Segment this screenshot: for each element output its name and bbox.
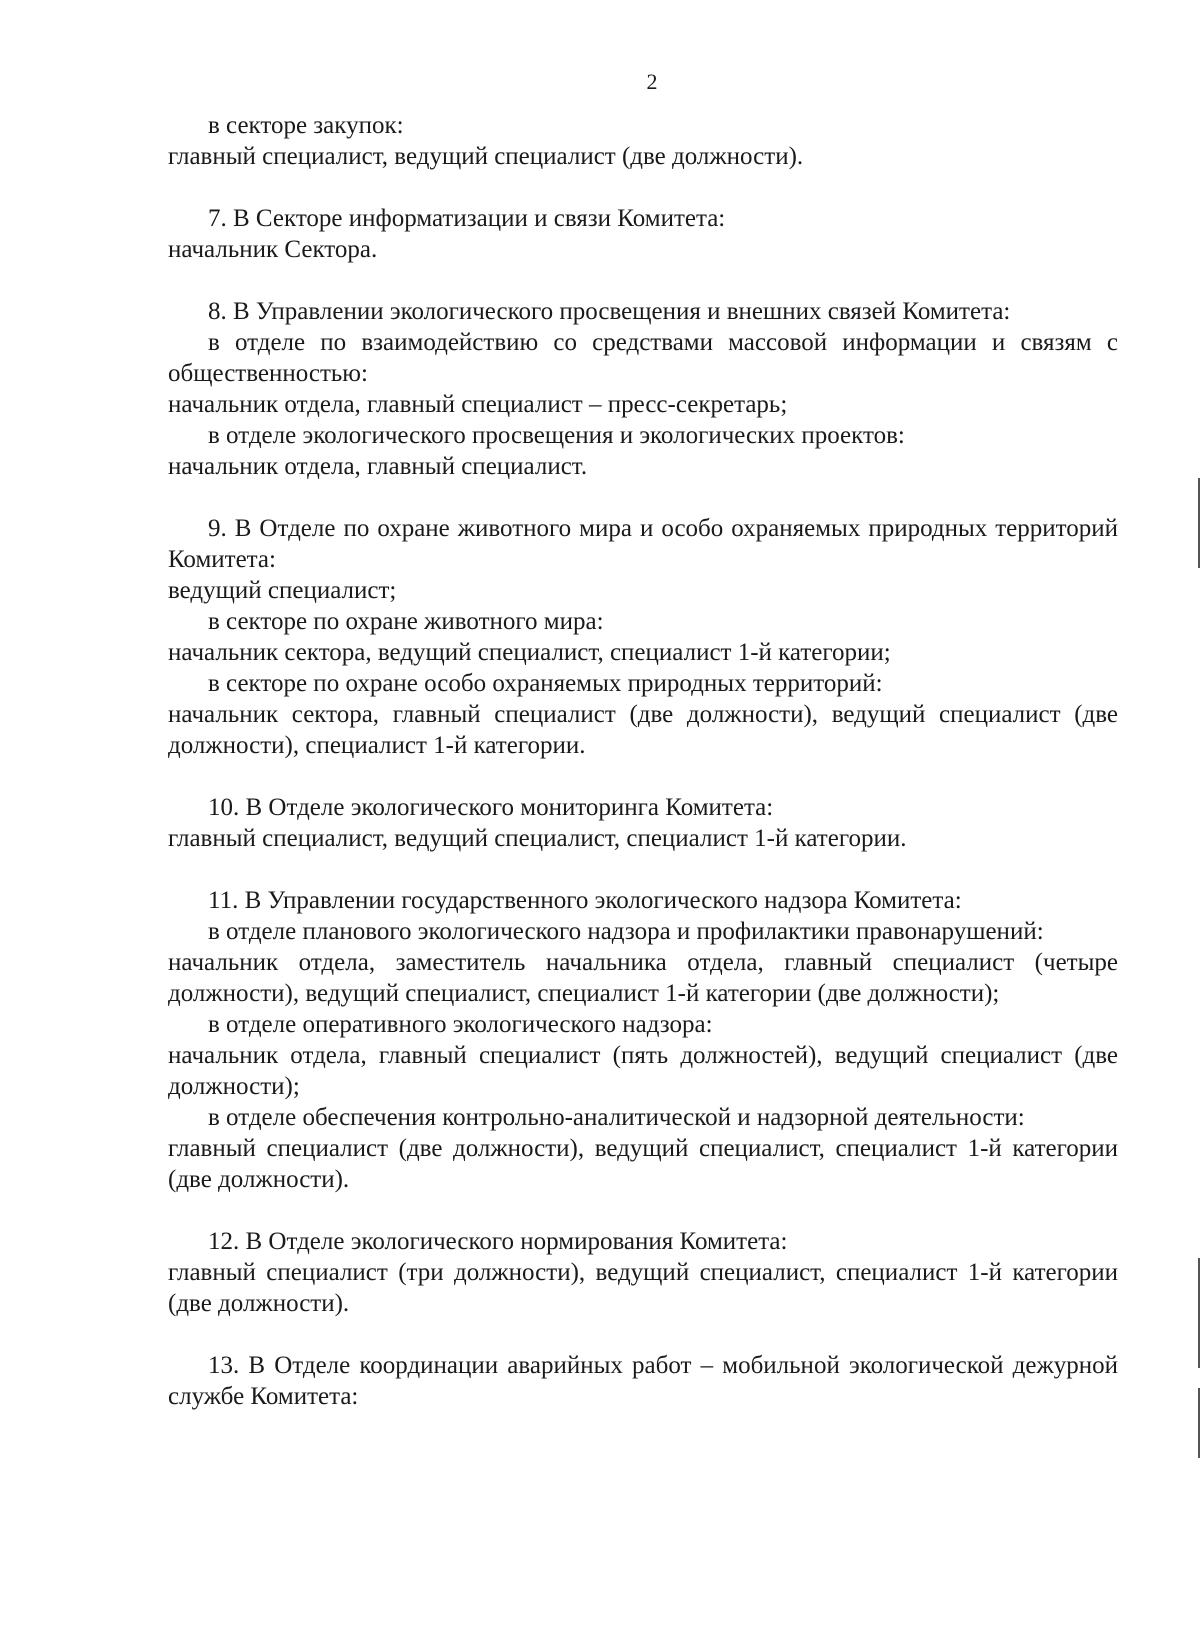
text-line: начальник отдела, главный специалист – пресс-секретарь;	[168, 391, 788, 418]
text-line: 12. В Отделе экологического нормирования Комитета:	[208, 1228, 788, 1255]
paragraph-gap	[168, 854, 1118, 885]
paragraph-gap	[168, 761, 1118, 792]
text-line: в отделе экологического просвещения и экологических проектов:	[208, 422, 905, 449]
text-line: в отделе планового экологического надзора и профилактики правонарушений:	[208, 918, 1044, 945]
text-line: начальник сектора, главный специалист (две должности), ведущий специалист (две должности), специалист 1-й категории.	[168, 701, 1118, 759]
page-number: 2	[646, 69, 658, 94]
text-line: в отделе по взаимодействию со средствами массовой информации и связям с общественностью:	[168, 329, 1118, 387]
document-body	[168, 110, 1118, 1412]
text-line: в секторе закупок:	[208, 112, 404, 139]
text-line: 8. В Управлении экологического просвещения и внешних связей Комитета:	[208, 298, 1011, 325]
text-line: начальник сектора, ведущий специалист, специалист 1-й категории;	[168, 639, 891, 666]
text-line: главный специалист, ведущий специалист, специалист 1-й категории.	[168, 825, 907, 852]
text-line: 13. В Отделе координации аварийных работ – мобильной экологической дежурной службе Комитета:	[168, 1352, 1118, 1410]
text-line: в секторе по охране животного мира:	[208, 608, 604, 635]
paragraph-gap	[168, 1195, 1118, 1226]
text-line: начальник Сектора.	[168, 236, 378, 263]
paragraph-gap	[168, 1319, 1118, 1350]
text-line: 7. В Секторе информатизации и связи Комитета:	[208, 205, 726, 232]
text-line: начальник отдела, главный специалист (пять должностей), ведущий специалист (две должности);	[168, 1042, 1118, 1100]
text-line: в секторе по охране особо охраняемых природных территорий:	[208, 670, 883, 697]
text-line: главный специалист (две должности), ведущий специалист, специалист 1-й категории (две должности).	[168, 1135, 1118, 1193]
text-line: начальник отдела, заместитель начальника отдела, главный специалист (четыре должности), ведущий специалист, специалист 1-й категории (две должности);	[168, 949, 1118, 1007]
paragraph-gap	[168, 265, 1118, 296]
text-line: 10. В Отделе экологического мониторинга Комитета:	[208, 794, 774, 821]
text-line: 9. В Отделе по охране животного мира и особо охраняемых природных территорий Комитета:	[168, 515, 1118, 573]
paragraph-gap	[168, 482, 1118, 513]
text-line: главный специалист, ведущий специалист (две должности).	[168, 143, 804, 170]
text-line: в отделе обеспечения контрольно-аналитической и надзорной деятельности:	[208, 1104, 1025, 1131]
text-line: главный специалист (три должности), ведущий специалист, специалист 1-й категории (две должности).	[168, 1259, 1118, 1317]
paragraph-gap	[168, 172, 1118, 203]
text-line: ведущий специалист;	[168, 577, 397, 604]
text-line: 11. В Управлении государственного экологического надзора Комитета:	[208, 887, 962, 914]
text-line: начальник отдела, главный специалист.	[168, 453, 588, 480]
text-line: в отделе оперативного экологического надзора:	[208, 1011, 713, 1038]
